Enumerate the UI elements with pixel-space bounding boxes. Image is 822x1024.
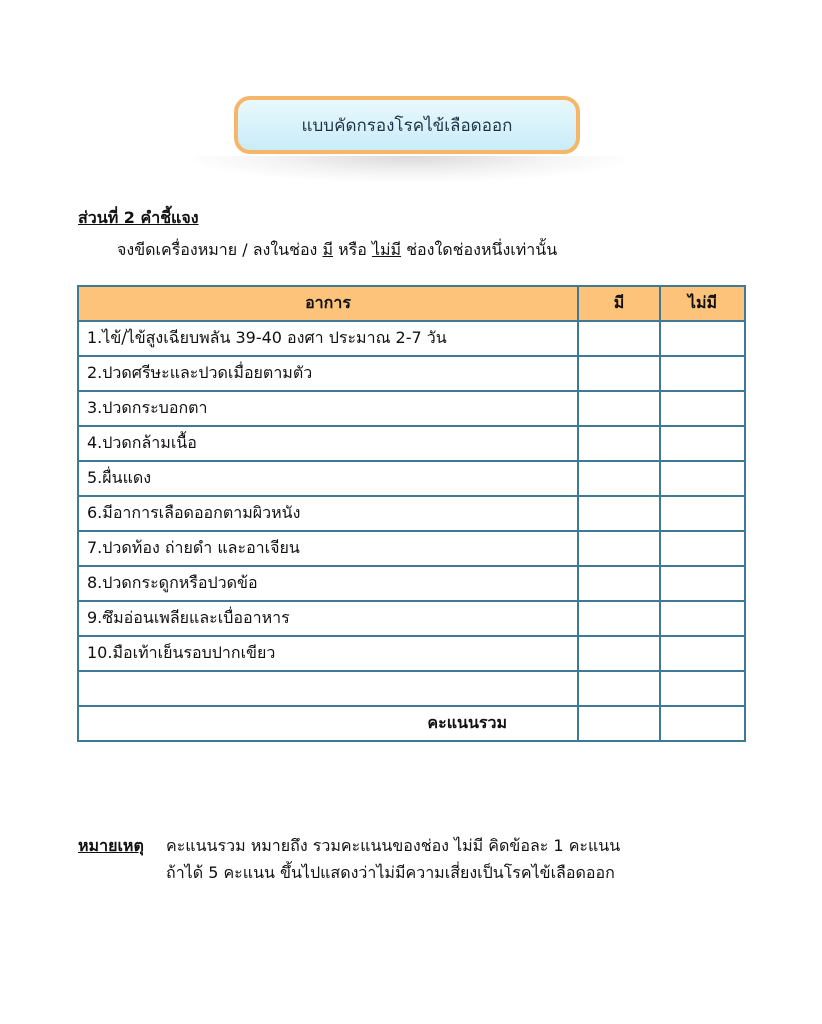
instruction-yes: มี: [322, 240, 334, 259]
section-heading: ส่วนที่ 2 คำชี้แจง: [78, 208, 199, 227]
instruction-no: ไม่มี: [371, 240, 402, 259]
instruction-prefix: จงขีดเครื่องหมาย / ลงในช่อง: [117, 240, 318, 259]
table-header-row: [78, 286, 745, 321]
total-no-cell[interactable]: [660, 706, 745, 741]
symptom-label: 7.ปวดท้อง ถ่ายดำ และอาเจียน: [78, 531, 578, 566]
no-checkbox-cell[interactable]: [660, 356, 745, 391]
symptom-label: 8.ปวดกระดูกหรือปวดข้อ: [78, 566, 578, 601]
no-checkbox-cell[interactable]: [660, 531, 745, 566]
yes-checkbox-cell[interactable]: [578, 671, 660, 706]
instruction-text: [117, 238, 557, 263]
table-row: [78, 356, 745, 391]
no-checkbox-cell[interactable]: [660, 671, 745, 706]
total-yes-cell[interactable]: [578, 706, 660, 741]
yes-checkbox-cell[interactable]: [578, 566, 660, 601]
no-checkbox-cell[interactable]: [660, 601, 745, 636]
symptom-label: 6.มีอาการเลือดออกตามผิวหนัง: [78, 496, 578, 531]
table-row: [78, 496, 745, 531]
no-checkbox-cell[interactable]: [660, 496, 745, 531]
symptom-label: 9.ซึมอ่อนเพลียและเบื่ออาหาร: [78, 601, 578, 636]
total-row: [78, 706, 745, 741]
yes-checkbox-cell[interactable]: [578, 356, 660, 391]
table-row: [78, 601, 745, 636]
no-checkbox-cell[interactable]: [660, 391, 745, 426]
symptom-label: 1.ไข้/ไข้สูงเฉียบพลัน 39-40 องศา ประมาณ 2-7 วัน: [78, 321, 578, 356]
no-checkbox-cell[interactable]: [660, 566, 745, 601]
note-line-2: ถ้าได้ 5 คะแนน ขึ้นไปแสดงว่าไม่มีความเสี่ยงเป็นโรคไข้เลือดออก: [166, 863, 615, 882]
header-yes: มี: [578, 286, 660, 321]
symptom-label: 4.ปวดกล้ามเนื้อ: [78, 426, 578, 461]
title-banner: [234, 96, 586, 160]
yes-checkbox-cell[interactable]: [578, 636, 660, 671]
symptom-label: 5.ผื่นแดง: [78, 461, 578, 496]
header-no: ไม่มี: [660, 286, 745, 321]
table-row: [78, 461, 745, 496]
table-row: [78, 321, 745, 356]
yes-checkbox-cell[interactable]: [578, 391, 660, 426]
table-row: [78, 636, 745, 671]
yes-checkbox-cell[interactable]: [578, 601, 660, 636]
table-row: [78, 531, 745, 566]
note-block: [78, 832, 620, 886]
yes-checkbox-cell[interactable]: [578, 426, 660, 461]
note-text-1: คะแนนรวม หมายถึง รวมคะแนนของช่อง ไม่มี คิดข้อละ 1 คะแนน: [166, 836, 621, 855]
no-checkbox-cell[interactable]: [660, 461, 745, 496]
yes-checkbox-cell[interactable]: [578, 461, 660, 496]
table-row: [78, 426, 745, 461]
empty-symptom-cell: [78, 671, 578, 706]
symptom-label: 3.ปวดกระบอกตา: [78, 391, 578, 426]
instruction-suffix: ช่องใดช่องหนึ่งเท่านั้น: [406, 240, 558, 259]
note-label: หมายเหตุ: [78, 836, 144, 855]
table-row: [78, 391, 745, 426]
yes-checkbox-cell[interactable]: [578, 531, 660, 566]
total-label: คะแนนรวม: [78, 706, 578, 741]
yes-checkbox-cell[interactable]: [578, 321, 660, 356]
table-row-empty: [78, 671, 745, 706]
no-checkbox-cell[interactable]: [660, 426, 745, 461]
no-checkbox-cell[interactable]: [660, 636, 745, 671]
symptom-table: [77, 285, 746, 742]
header-symptom: อาการ: [78, 286, 578, 321]
note-line-1: [78, 832, 620, 859]
symptom-label: 10.มือเท้าเย็นรอบปากเขียว: [78, 636, 578, 671]
form-title: แบบคัดกรองโรคไข้เลือดออก: [234, 96, 580, 154]
no-checkbox-cell[interactable]: [660, 321, 745, 356]
yes-checkbox-cell[interactable]: [578, 496, 660, 531]
symptom-label: 2.ปวดศรีษะและปวดเมื่อยตามตัว: [78, 356, 578, 391]
title-shadow: [194, 156, 624, 182]
table-row: [78, 566, 745, 601]
instruction-or: หรือ: [338, 240, 367, 259]
